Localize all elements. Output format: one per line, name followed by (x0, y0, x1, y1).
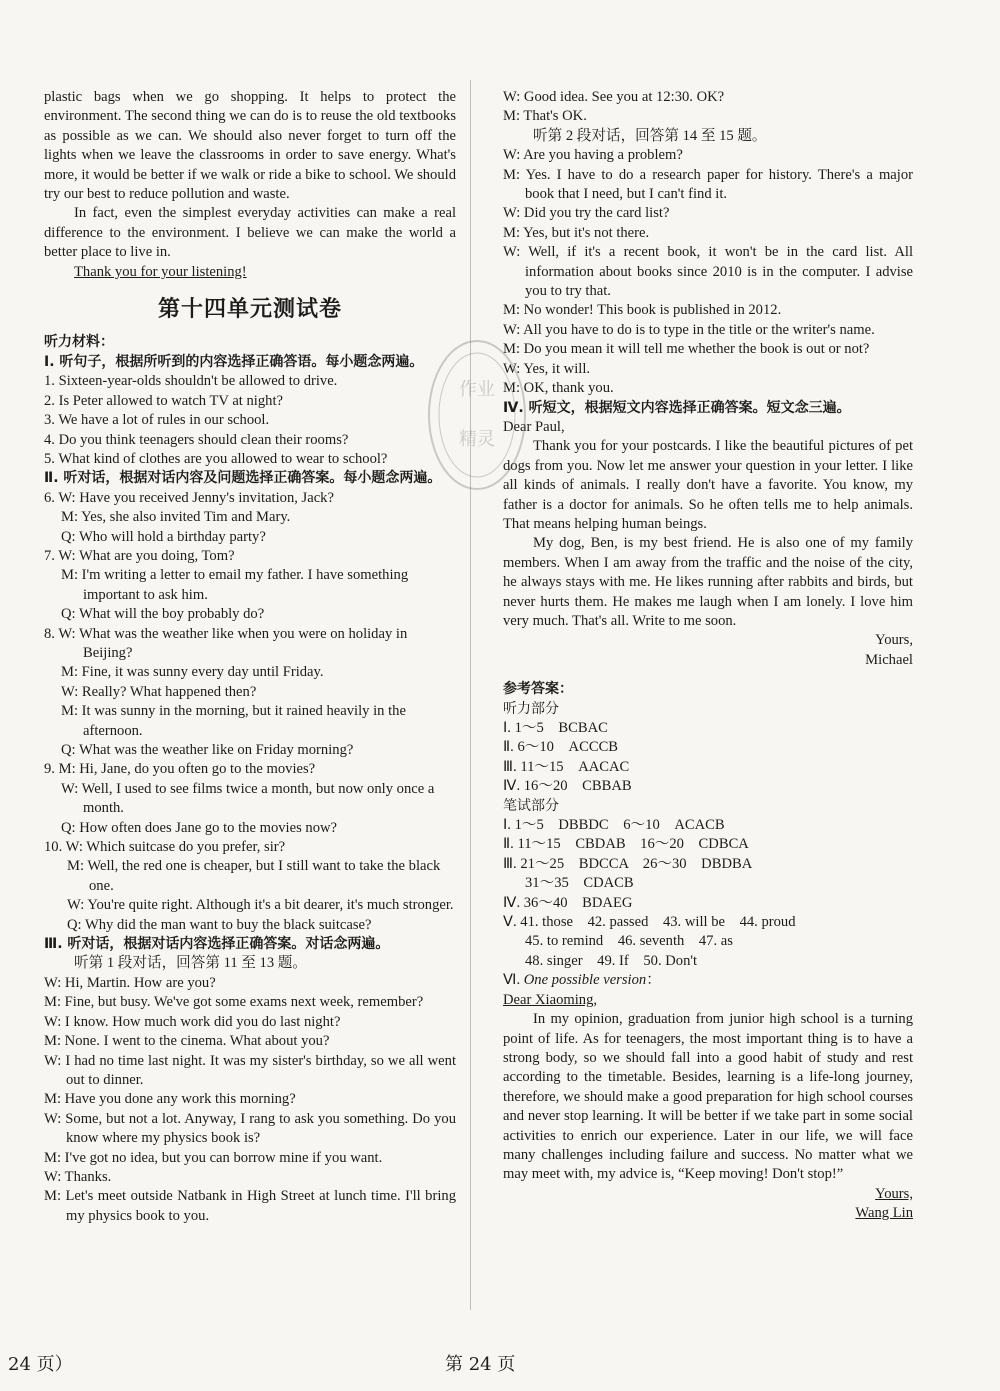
dialog-1-line: M: That's OK. (503, 108, 587, 125)
sentence-5: 5. What kind of clothes are you allowed to wear to school? (44, 450, 388, 467)
dialog-9-line: W: Well, I used to see films twice a month, but now only once a month. (61, 780, 435, 817)
written-answer: Ⅱ. 11～15 CBDAB 16～20 CDBCA (503, 836, 749, 853)
dialog-7-question: Q: What will the boy probably do? (61, 606, 265, 623)
dialog-7-line: M: I'm writing a letter to email my father. I have something important to ask him. (61, 567, 409, 603)
dialog-8-question: Q: What was the weather like on Friday morning? (61, 742, 354, 758)
dialog-1-line: M: None. I went to the cinema. What about you? (44, 1033, 330, 1050)
dialog-2-line: M: Yes. I have to do a research paper for history. There's a major book that I need, but I can't find it. (503, 166, 913, 203)
listening-part-label: 听力部分 (503, 700, 559, 717)
page-number: 第 24 页 (445, 1354, 516, 1375)
dialog-2-line: W: Well, if it's a recent book, it won't be in the card list. All information about books since 2010 is in the computer. I advise you to try that. (503, 244, 913, 300)
essay-signature: Wang Lin (855, 1205, 913, 1222)
svg-text:作业: 作业 (459, 379, 495, 400)
dialog-1-line: W: Thanks. (44, 1168, 112, 1185)
written-answer: 45. to remind 46. seventh 47. as (525, 933, 733, 950)
written-answer: Ⅲ. 21～25 BDCCA 26～30 DBDBA (503, 855, 753, 872)
essay-body: In my opinion, graduation from junior high school is a turning point of life. As for teenagers, the most important thing is to have a strong body, so we should fall into a good habit of study and rest according to the timetable. Besides, learning is a life-long journey, therefore, we should make a good preparation for high school courses and never stop learning. It will be better if we take part in some social activities to enrich our experience. Later in our life, we will face many challenges including failure and success. No matter what we may meet with, my advice is, “Keep moving! Don't stop!” (503, 1011, 913, 1183)
letter-paragraph-2: My dog, Ben, is my best friend. He is also one of my family members. When I am away from the traffic and the noise of the city, he always stays with me. He likes running after rabbits and birds, but never hurts them. He makes me laugh when I am lonely. I love him very much. That's all. Write to me soon. (503, 535, 913, 629)
dialog-1-line: W: I had no time last night. It was my sister's birthday, so we all went out to dinner. (44, 1052, 456, 1088)
listening-material-label: 听力材料： (44, 334, 114, 351)
intro-paragraph-2: In fact, even the simplest everyday activities can make a real difference to the environment. I believe we can make the world a better place to live in. (44, 205, 456, 261)
dialog-7-line: 7. W: What are you doing, Tom? (44, 547, 235, 564)
dialog-6-line: 6. W: Have you received Jenny's invitation, Jack? (44, 489, 334, 506)
written-answer: Ⅳ. 36～40 BDAEG (503, 894, 633, 911)
listening-answer: Ⅳ. 16～20 CBBAB (503, 778, 632, 795)
section-6-version: One possible version (523, 972, 647, 989)
section-1-heading: Ⅰ. 听句子，根据所听到的内容选择正确答语。每小题念两遍。 (44, 353, 424, 370)
dialog-2-line: W: Yes, it will. (503, 360, 591, 377)
written-answer: Ⅰ. 1～5 DBBDC 6～10 ACACB (503, 817, 725, 834)
section-6-colon: ： (646, 972, 661, 989)
essay-greeting: Dear Xiaoming, (503, 991, 598, 1008)
dialog-1-line: M: I've got no idea, but you can borrow mine if you want. (44, 1149, 383, 1166)
dialog-2-line: M: Yes, but it's not there. (503, 224, 650, 241)
listening-answer: Ⅱ. 6～10 ACCCB (503, 739, 619, 756)
letter-closing: Yours, (875, 632, 913, 649)
intro-paragraph-1: plastic bags when we go shopping. It helps to protect the environment. The second thing we can do is to reuse the old textbooks as possible as we can. We should also never forget to turn off the lights when we leave the classrooms in order to save energy. What's more, it would be better if we walk or ride a bike to school. We should try our best to reduce pollution and waste. (44, 89, 456, 203)
svg-text:精灵: 精灵 (459, 429, 495, 450)
dialog-2-line: W: Did you try the card list? (503, 205, 670, 222)
written-answer: Ⅴ. 41. those 42. passed 43. will be 44. proud (503, 914, 796, 931)
listening-answer: Ⅲ. 11～15 AACAC (503, 758, 630, 775)
section-3-sub-1: 听第 1 段对话，回答第 11 至 13 题。 (74, 955, 307, 972)
written-answer: 48. singer 49. If 50. Don't (525, 952, 698, 969)
sentence-1: 1. Sixteen-year-olds shouldn't be allowed to drive. (44, 373, 338, 390)
footer-left-fragment: 24 页） (8, 1354, 73, 1375)
dialog-10-line: M: Well, the red one is cheaper, but I still want to take the black one. (67, 858, 441, 894)
dialog-1-line: M: Fine, but busy. We've got some exams next week, remember? (44, 994, 424, 1011)
sentence-4: 4. Do you think teenagers should clean their rooms? (44, 431, 349, 448)
written-part-label: 笔试部分 (503, 797, 559, 814)
dialog-9-line: 9. M: Hi, Jane, do you often go to the movies? (44, 761, 316, 778)
section-2-heading: Ⅱ. 听对话，根据对话内容及问题选择正确答案。每小题念两遍。 (44, 470, 442, 487)
dialog-10-question: Q: Why did the man want to buy the black suitcase? (67, 916, 372, 933)
column-divider (470, 80, 471, 1310)
dialog-1-line: W: Some, but not a lot. Anyway, I rang to ask you something. Do you know where my physics book is? (44, 1110, 456, 1147)
written-answer: 31～35 CDACB (525, 875, 634, 892)
thanks-line: Thank you for your listening! (74, 263, 247, 280)
dialog-2-line: W: Are you having a problem? (503, 147, 683, 164)
dialog-6-line: M: Yes, she also invited Tim and Mary. (61, 509, 291, 526)
unit-title: 第十四单元测试卷 (157, 297, 342, 323)
dialog-2-line: M: OK, thank you. (503, 380, 614, 397)
section-3-sub-2: 听第 2 段对话，回答第 14 至 15 题。 (533, 127, 767, 144)
dialog-6-question: Q: Who will hold a birthday party? (61, 528, 266, 545)
dialog-8-line: 8. W: What was the weather like when you were on holiday in Beijing? (44, 625, 408, 661)
section-6-label (503, 971, 913, 990)
dialog-10-line: W: You're quite right. Although it's a bit dearer, it's much stronger. (67, 897, 454, 914)
section-6-number: Ⅵ. (503, 972, 524, 989)
dialog-2-line: M: Do you mean it will tell me whether the book is out or not? (503, 341, 870, 358)
dialog-1-line: W: I know. How much work did you do last night? (44, 1013, 341, 1030)
right-column (503, 88, 913, 1224)
left-column (44, 88, 456, 1226)
letter-signature: Michael (865, 651, 913, 668)
dialog-1-line: W: Hi, Martin. How are you? (44, 974, 216, 991)
dialog-1-line: M: Have you done any work this morning? (44, 1091, 296, 1108)
watermark-stamp (425, 335, 530, 495)
dialog-9-question: Q: How often does Jane go to the movies now? (61, 819, 338, 836)
sentence-2: 2. Is Peter allowed to watch TV at night? (44, 392, 283, 409)
dialog-1-line: M: Let's meet outside Natbank in High Street at lunch time. I'll bring my physics book to you. (44, 1188, 456, 1224)
section-3-heading: Ⅲ. 听对话，根据对话内容选择正确答案。对话念两遍。 (44, 936, 390, 953)
dialog-2-line: M: No wonder! This book is published in 2012. (503, 302, 782, 319)
dialog-8-line: M: Fine, it was sunny every day until Friday. (61, 664, 324, 681)
letter-paragraph-1: Thank you for your postcards. I like the beautiful pictures of pet dogs from you. Now let me answer your question in your letter. I like all kinds of animals. I really don't have a favorite. You know, my father is a doctor for animals. So he often tells me to help animals. That means helping human beings. (503, 438, 913, 532)
listening-answer: Ⅰ. 1～5 BCBAC (503, 720, 608, 736)
dialog-8-line: M: It was sunny in the morning, but it rained heavily in the afternoon. (61, 703, 406, 739)
essay-closing: Yours, (875, 1185, 913, 1202)
dialog-8-line: W: Really? What happened then? (61, 683, 257, 700)
answers-label: 参考答案： (503, 681, 573, 698)
dialog-1-line: W: Good idea. See you at 12:30. OK? (503, 89, 725, 105)
dialog-10-line: 10. W: Which suitcase do you prefer, sir? (44, 839, 286, 856)
sentence-3: 3. We have a lot of rules in our school. (44, 412, 270, 429)
dialog-2-line: W: All you have to do is to type in the title or the writer's name. (503, 321, 875, 338)
letter-greeting: Dear Paul, (503, 418, 565, 435)
section-4-heading: Ⅳ. 听短文，根据短文内容选择正确答案。短文念三遍。 (503, 399, 851, 416)
